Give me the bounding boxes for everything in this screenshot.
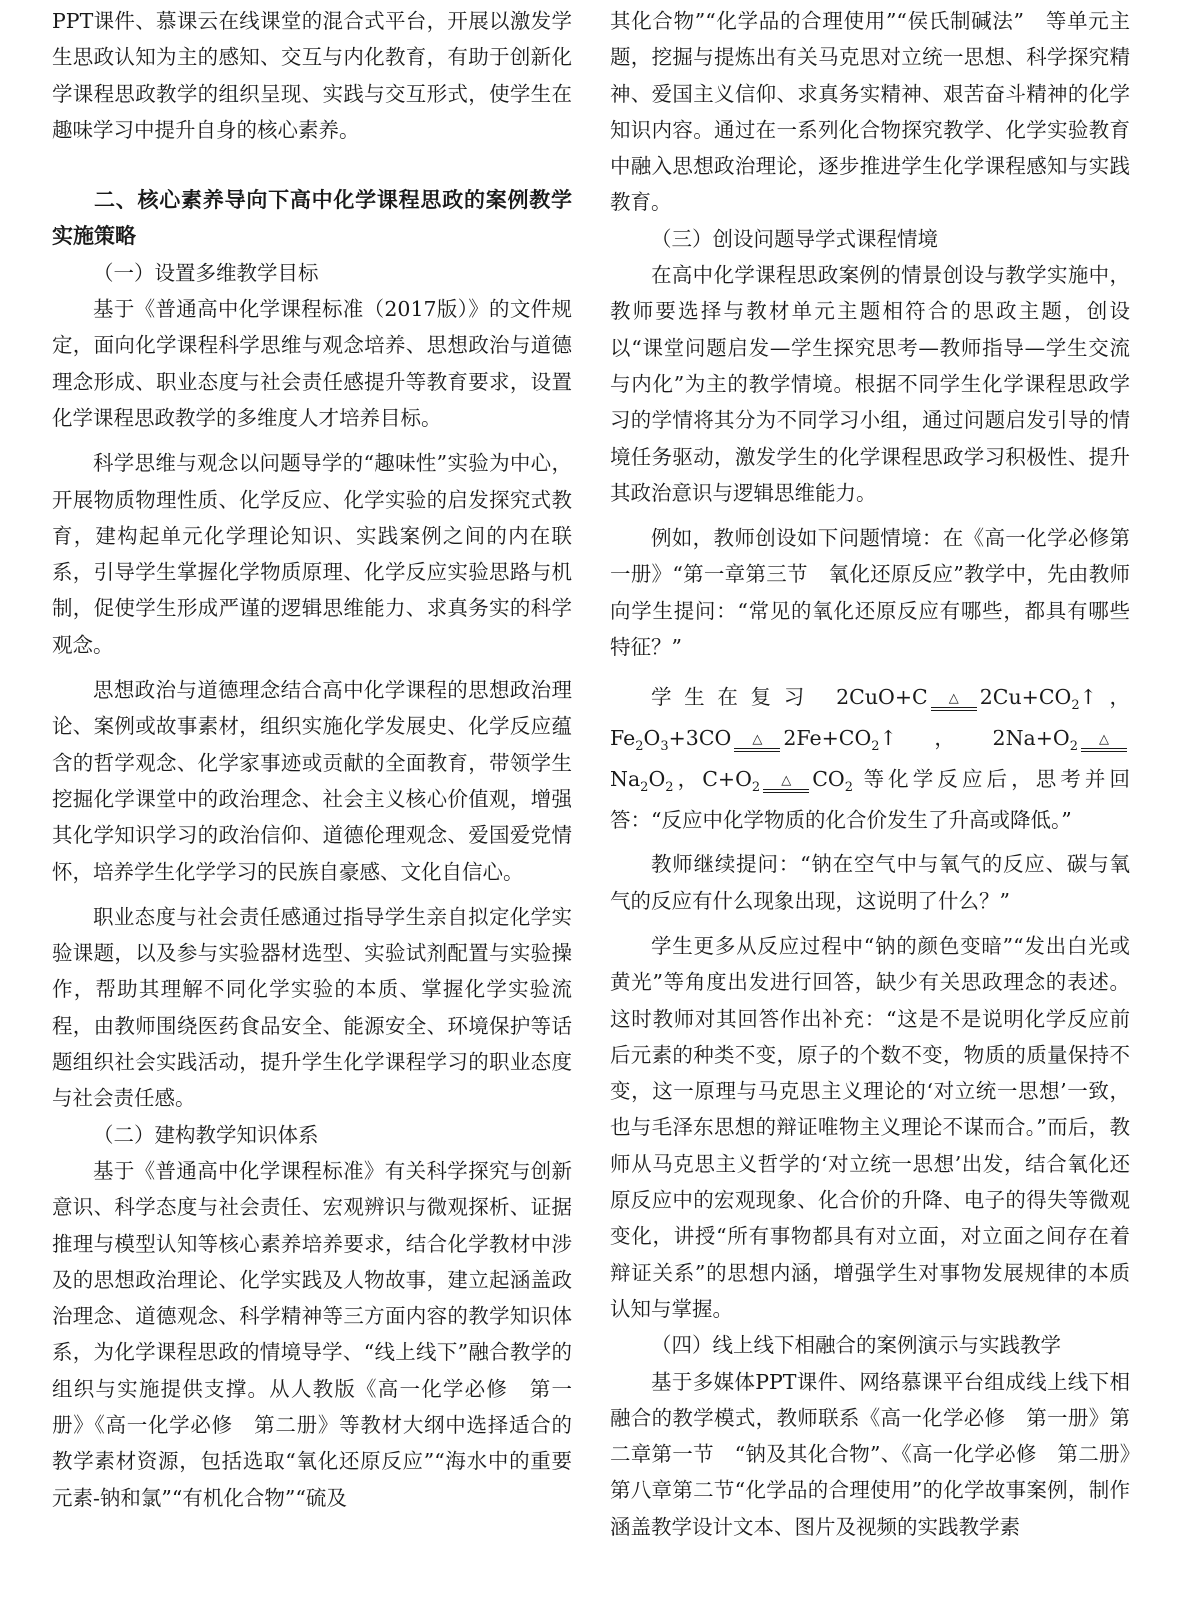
left-column <box>52 0 572 1612</box>
equation-text: CO <box>812 767 845 792</box>
equation-text: Na <box>610 767 641 792</box>
subscript: 2 <box>1069 739 1078 755</box>
subscript: 2 <box>844 780 853 796</box>
equation-text: +3CO <box>668 726 732 751</box>
section-heading: 二、核心素养导向下高中化学课程思政的案例教学实施策略 <box>52 188 572 249</box>
subsection-heading: （三）创设问题导学式课程情境 <box>651 226 938 251</box>
paragraph: 基于《普通高中化学课程标准》有关科学探究与创新意识、科学态度与社会责任、宏观辨识与微观探析、证据推理与模型认知等核心素养培养要求，结合化学教材中涉及的思想政治理论、化学实践及人物故事，建立起涵盖政治理念、道德观念、科学精神等三方面内容的教学知识体系，为化学课程思政的情境导学、“线上线下”融合教学的组织与实施提供支撑。从人教版《高一化学必修 第一册》《高一化学必修 第二册》等教材大纲中选择适合的教学素材资源，包括选取“氧化还原反应”“海水中的重要元素-钠和氯”“有机化合物”“硫及 <box>52 1158 572 1510</box>
equation-text: ↑，2Na+O <box>879 726 1070 751</box>
subscript: 2 <box>871 739 880 755</box>
equation-text: 2Fe+CO <box>783 726 872 751</box>
subscript: 2 <box>1071 698 1080 714</box>
equation-text: 学生在复习 2CuO+C <box>651 685 928 710</box>
subscript: 2 <box>635 739 644 755</box>
subsection-heading: （一）设置多维教学目标 <box>93 260 319 285</box>
paragraph-continued: PPT课件、慕课云在线课堂的混合式平台，开展以激发学生思政认知为主的感知、交互与内化教育，有助于创新化学课程思政教学的组织呈现、实践与交互形式，使学生在趣味学习中提升自身的核心素养。 <box>52 9 572 142</box>
reaction-arrow <box>734 732 780 759</box>
reaction-arrow <box>1081 732 1127 759</box>
subsection-heading: （四）线上线下相融合的案例演示与实践教学 <box>651 1333 1061 1358</box>
equation-paragraph <box>610 677 1130 840</box>
subscript: 3 <box>660 739 669 755</box>
paragraph: 在高中化学课程思政案例的情景创设与教学实施中，教师要选择与教材单元主题相符合的思政主题，创设以“课堂问题启发—学生探究思考—教师指导—学生交流与内化”为主的教学情境。根据不同学生化学课程思政学习的学情将其分为不同学习小组，通过问题启发引导的情境任务驱动，激发学生的化学课程思政学习积极性、提升其政治意识与逻辑思维能力。 <box>610 263 1130 505</box>
equation-text: 2Cu+CO <box>979 685 1072 710</box>
subscript: 2 <box>640 780 649 796</box>
subsection-heading: （二）建构教学知识体系 <box>93 1122 319 1147</box>
paragraph: 思想政治与道德理念结合高中化学课程的思想政治理论、案例或故事素材，组织实施化学发展史、化学反应蕴含的哲学观念、化学家事迹或贡献的全面教育，带领学生挖掘化学课堂中的政治理念、社会主义核心价值观，增强其化学知识学习的政治信仰、道德伦理观念、爱国爱党情怀，培养学生化学学习的民族自豪感、文化自信心。 <box>52 678 572 884</box>
equation-text: 等化学反应后，思考并回答：“反应中化学物质的化合价发生了升高或降低。” <box>610 767 1130 833</box>
paragraph: 例如，教师创设如下问题情境：在《高一化学必修第一册》“第一章第三节 氧化还原反应”教学中，先由教师向学生提问：“常见的氧化还原反应有哪些，都具有哪些特征？” <box>610 526 1130 660</box>
paragraph: 教师继续提问：“钠在空气中与氧气的反应、碳与氧气的反应有什么现象出现，这说明了什么？” <box>610 852 1130 913</box>
heat-condition-symbol: △ <box>948 691 959 707</box>
paragraph: 科学思维与观念以问题导学的“趣味性”实验为中心，开展物质物理性质、化学反应、化学实验的启发探究式教育，建构起单元化学理论知识、实践案例之间的内在联系，引导学生掌握化学物质原理、化学反应实验思路与机制，促使学生形成严谨的逻辑思维能力、求真务实的科学观念。 <box>52 451 572 657</box>
reaction-arrow <box>763 773 809 800</box>
paragraph: 学生更多从反应过程中“钠的颜色变暗”“发出白光或黄光”等角度出发进行回答，缺少有关思政理念的表述。这时教师对其回答作出补充：“这是不是说明化学反应前后元素的种类不变，原子的个数不变，物质的质量保持不变，这一原理与马克思主义理论的‘对立统一思想’一致，也与毛泽东思想的辩证唯物主义理论不谋而合。”而后，教师从马克思主义哲学的‘对立统一思想’出发，结合氧化还原反应中的宏观现象、化合价的升降、电子的得失等微观变化，讲授“所有事物都具有对立面，对立面之间存在着辩证关系”的思想内涵，增强学生对事物发展规律的本质认知与掌握。 <box>610 933 1130 1321</box>
heat-condition-symbol: △ <box>1099 732 1109 748</box>
equation-text: ↑，Fe <box>610 685 1130 751</box>
subscript: 2 <box>751 780 761 796</box>
heat-condition-symbol: △ <box>781 773 792 789</box>
equation-text: O <box>648 767 666 792</box>
equation-text: ，C+O <box>673 767 752 792</box>
paragraph: 基于《普通高中化学课程标准（2017版）》的文件规定，面向化学课程科学思维与观念培养、思想政治与道德理念形成、职业态度与社会责任感提升等教育要求，设置化学课程思政教学的多维度人才培养目标。 <box>52 297 572 430</box>
subscript: 2 <box>665 780 674 796</box>
paragraph-continued: 其化合物”“化学品的合理使用”“侯氏制碱法” 等单元主题，挖掘与提炼出有关马克思对立统一思想、科学探究精神、爱国主义信仰、求真务实精神、艰苦奋斗精神的化学知识内容。通过在一系列化合物探究教学、化学实验教育中融入思想政治理论，逐步推进学生化学课程感知与实践教育。 <box>610 9 1130 215</box>
paragraph: 基于多媒体PPT课件、网络慕课平台组成线上线下相融合的教学模式，教师联系《高一化学必修 第一册》第二章第一节 “钠及其化合物”、《高一化学必修 第二册》第八章第二节“化学品的合理使用”的化学故事案例，制作涵盖教学设计文本、图片及视频的实践教学素 <box>610 1369 1130 1539</box>
paragraph: 职业态度与社会责任感通过指导学生亲自拟定化学实验课题，以及参与实验器材选型、实验试剂配置与实验操作，帮助其理解不同化学实验的本质、掌握化学实验流程，由教师围绕医药食品安全、能源安全、环境保护等话题组织社会实践活动，提升学生化学课程学习的职业态度与社会责任感。 <box>52 904 572 1111</box>
equation-text: O <box>643 726 661 751</box>
right-column <box>610 0 1130 1612</box>
reaction-arrow <box>931 691 977 718</box>
heat-condition-symbol: △ <box>752 732 763 748</box>
